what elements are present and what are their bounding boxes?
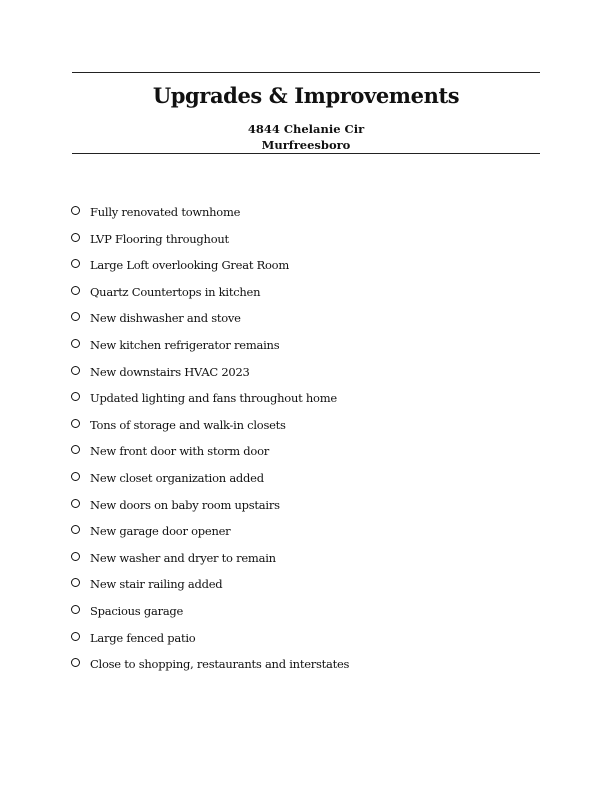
circle-bullet-icon [71,578,80,587]
circle-bullet-icon [71,286,80,295]
header-bottom-rule [72,153,540,154]
circle-bullet-icon [71,472,80,481]
list-item [70,494,349,521]
list-item-text: Fully renovated townhome [90,205,241,219]
address-street: 4844 Chelanie Cir [247,122,365,136]
address-city: Murfreesboro [261,138,351,152]
list-item [70,334,349,361]
list-item-text: New doors on baby room upstairs [90,497,280,512]
list-item [70,414,349,441]
list-item-text: LVP Flooring throughout [90,231,229,246]
list-item [70,254,349,281]
top-rule [72,72,540,73]
list-item [70,281,349,308]
circle-bullet-icon [71,206,80,215]
list-item-text: New garage door opener [90,524,231,539]
circle-bullet-icon [71,658,80,667]
list-item-text: New kitchen refrigerator remains [90,337,280,352]
list-item-text: Tons of storage and walk-in closets [90,417,286,432]
list-item [70,307,349,334]
list-item-text: New downstairs HVAC 2023 [90,364,250,379]
list-item-text: Updated lighting and fans throughout home [90,391,337,406]
circle-bullet-icon [71,605,80,614]
list-item-text: Spacious garage [90,603,184,618]
list-item [70,387,349,414]
list-item [70,228,349,255]
list-item-text: New front door with storm door [90,444,270,459]
list-item-text: New dishwasher and stove [90,311,241,326]
circle-bullet-icon [71,632,80,641]
list-item-text: Large fenced patio [90,630,196,645]
list-item-text: Quartz Countertops in kitchen [90,284,261,299]
list-item [70,627,349,654]
list-item [70,600,349,627]
circle-bullet-icon [71,499,80,508]
list-item [70,201,349,228]
circle-bullet-icon [71,392,80,401]
circle-bullet-icon [71,445,80,454]
circle-bullet-icon [71,419,80,428]
circle-bullet-icon [71,552,80,561]
list-item-text: New washer and dryer to remain [90,550,276,565]
list-item [70,520,349,547]
list-item-text: Large Loft overlooking Great Room [90,258,290,273]
circle-bullet-icon [71,259,80,268]
list-item [70,653,349,680]
list-item [70,573,349,600]
list-item [70,547,349,574]
circle-bullet-icon [71,312,80,321]
feature-list [70,201,349,680]
circle-bullet-icon [71,339,80,348]
circle-bullet-icon [71,525,80,534]
list-item-text: New stair railing added [90,577,223,592]
list-item-text: Close to shopping, restaurants and interstates [90,657,350,672]
circle-bullet-icon [71,233,80,242]
list-item [70,467,349,494]
list-item [70,440,349,467]
list-item [70,361,349,388]
page-title: Upgrades & Improvements [152,83,460,108]
circle-bullet-icon [71,366,80,375]
list-item-text: New closet organization added [90,470,264,485]
